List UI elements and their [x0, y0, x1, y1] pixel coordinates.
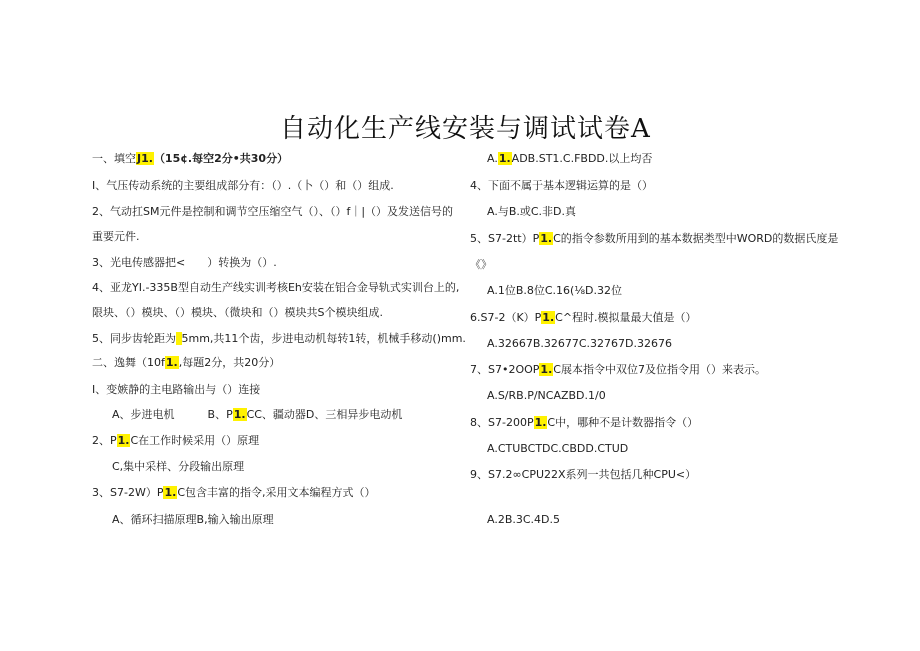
answer-options: A.2B.3C.4D.5	[487, 513, 561, 526]
section-fill-blank-heading: 一、填空J1.（15¢.每空2分•共30分）	[92, 152, 289, 165]
answer-options: C,集中采样、分段输出原理	[112, 460, 245, 473]
question-line: 8、S7-200P1.C中，哪种不是计数器指令（）	[470, 416, 699, 429]
answer-options: A.1位B.8位C.16(⅛D.32位	[487, 284, 622, 297]
answer-options: A.S/RB.P/NCAZBD.1/0	[487, 389, 606, 402]
answer-options: A.CTUBCTDC.CBDD.CTUD	[487, 442, 629, 455]
question-line: 4、下面不属于基本逻辑运算的是（）	[470, 179, 653, 192]
question-line: 《》	[470, 258, 492, 271]
question-line: 5、S7-2tt）P1.C的指令参数所用到的基本数据类型中WORD的数据氏度是	[470, 232, 839, 245]
question-line: 3、S7-2W）P1.C包含丰富的指令,采用文本编程方式（）	[92, 486, 376, 499]
question-line: 2、P1.C在工作时候采用（）原理	[92, 434, 260, 447]
question-line: 3、光电传感器把< ）转换为（）.	[92, 256, 277, 269]
question-line: 6.S7-2（K）P1.C^程时.模拟量最大值是（）	[470, 311, 697, 324]
document-title: 自动化生产线安装与调试试卷A	[280, 114, 651, 144]
question-line: I、变嫉静的主电路输出与（）连接	[92, 383, 261, 396]
question-line: 限块、（）模块、（）模块、（微块和（）模块共S个模块组成.	[92, 306, 383, 319]
answer-options: A.与B.或C.非D.真	[487, 205, 577, 218]
question-line: 2、气动扛SM元件是控制和调节空压缩空气（）、（）f｜|（）及发送信号的	[92, 205, 454, 218]
section-choice-heading: 二、逸舞（10f1.,每题2分，共20分）	[92, 356, 281, 369]
question-line: 7、S7•2OOP1.C展本指令中双位7及位指令用（）来表示。	[470, 363, 766, 376]
question-line: 4、亚龙YI.-335B型自动生产线实训考核Eh安装在铝合金导轨式实训台上的,	[92, 281, 460, 294]
answer-options: A、循环扫描原理B,输入输出原理	[112, 513, 274, 526]
answer-options: A、步进电机 B、P1.CC、疆动器D、三相异步电动机	[112, 408, 403, 421]
question-line: 重要元件.	[92, 230, 140, 243]
answer-options: A.32667B.32677C.32767D.32676	[487, 337, 672, 350]
question-line: I、气压传动系统的主要组成部分有：（）.（卜（）和（）组成.	[92, 179, 394, 192]
question-line: 5、同步齿轮距为 5mm,共11个齿，步进电动机每转1转，机械手移动()mm.	[92, 332, 466, 345]
answer-options: A.1.ADB.ST1.C.FBDD.以上均否	[487, 152, 653, 165]
question-line: 9、S7.2∞CPU22X系列一共包括几种CPU<）	[470, 468, 697, 481]
